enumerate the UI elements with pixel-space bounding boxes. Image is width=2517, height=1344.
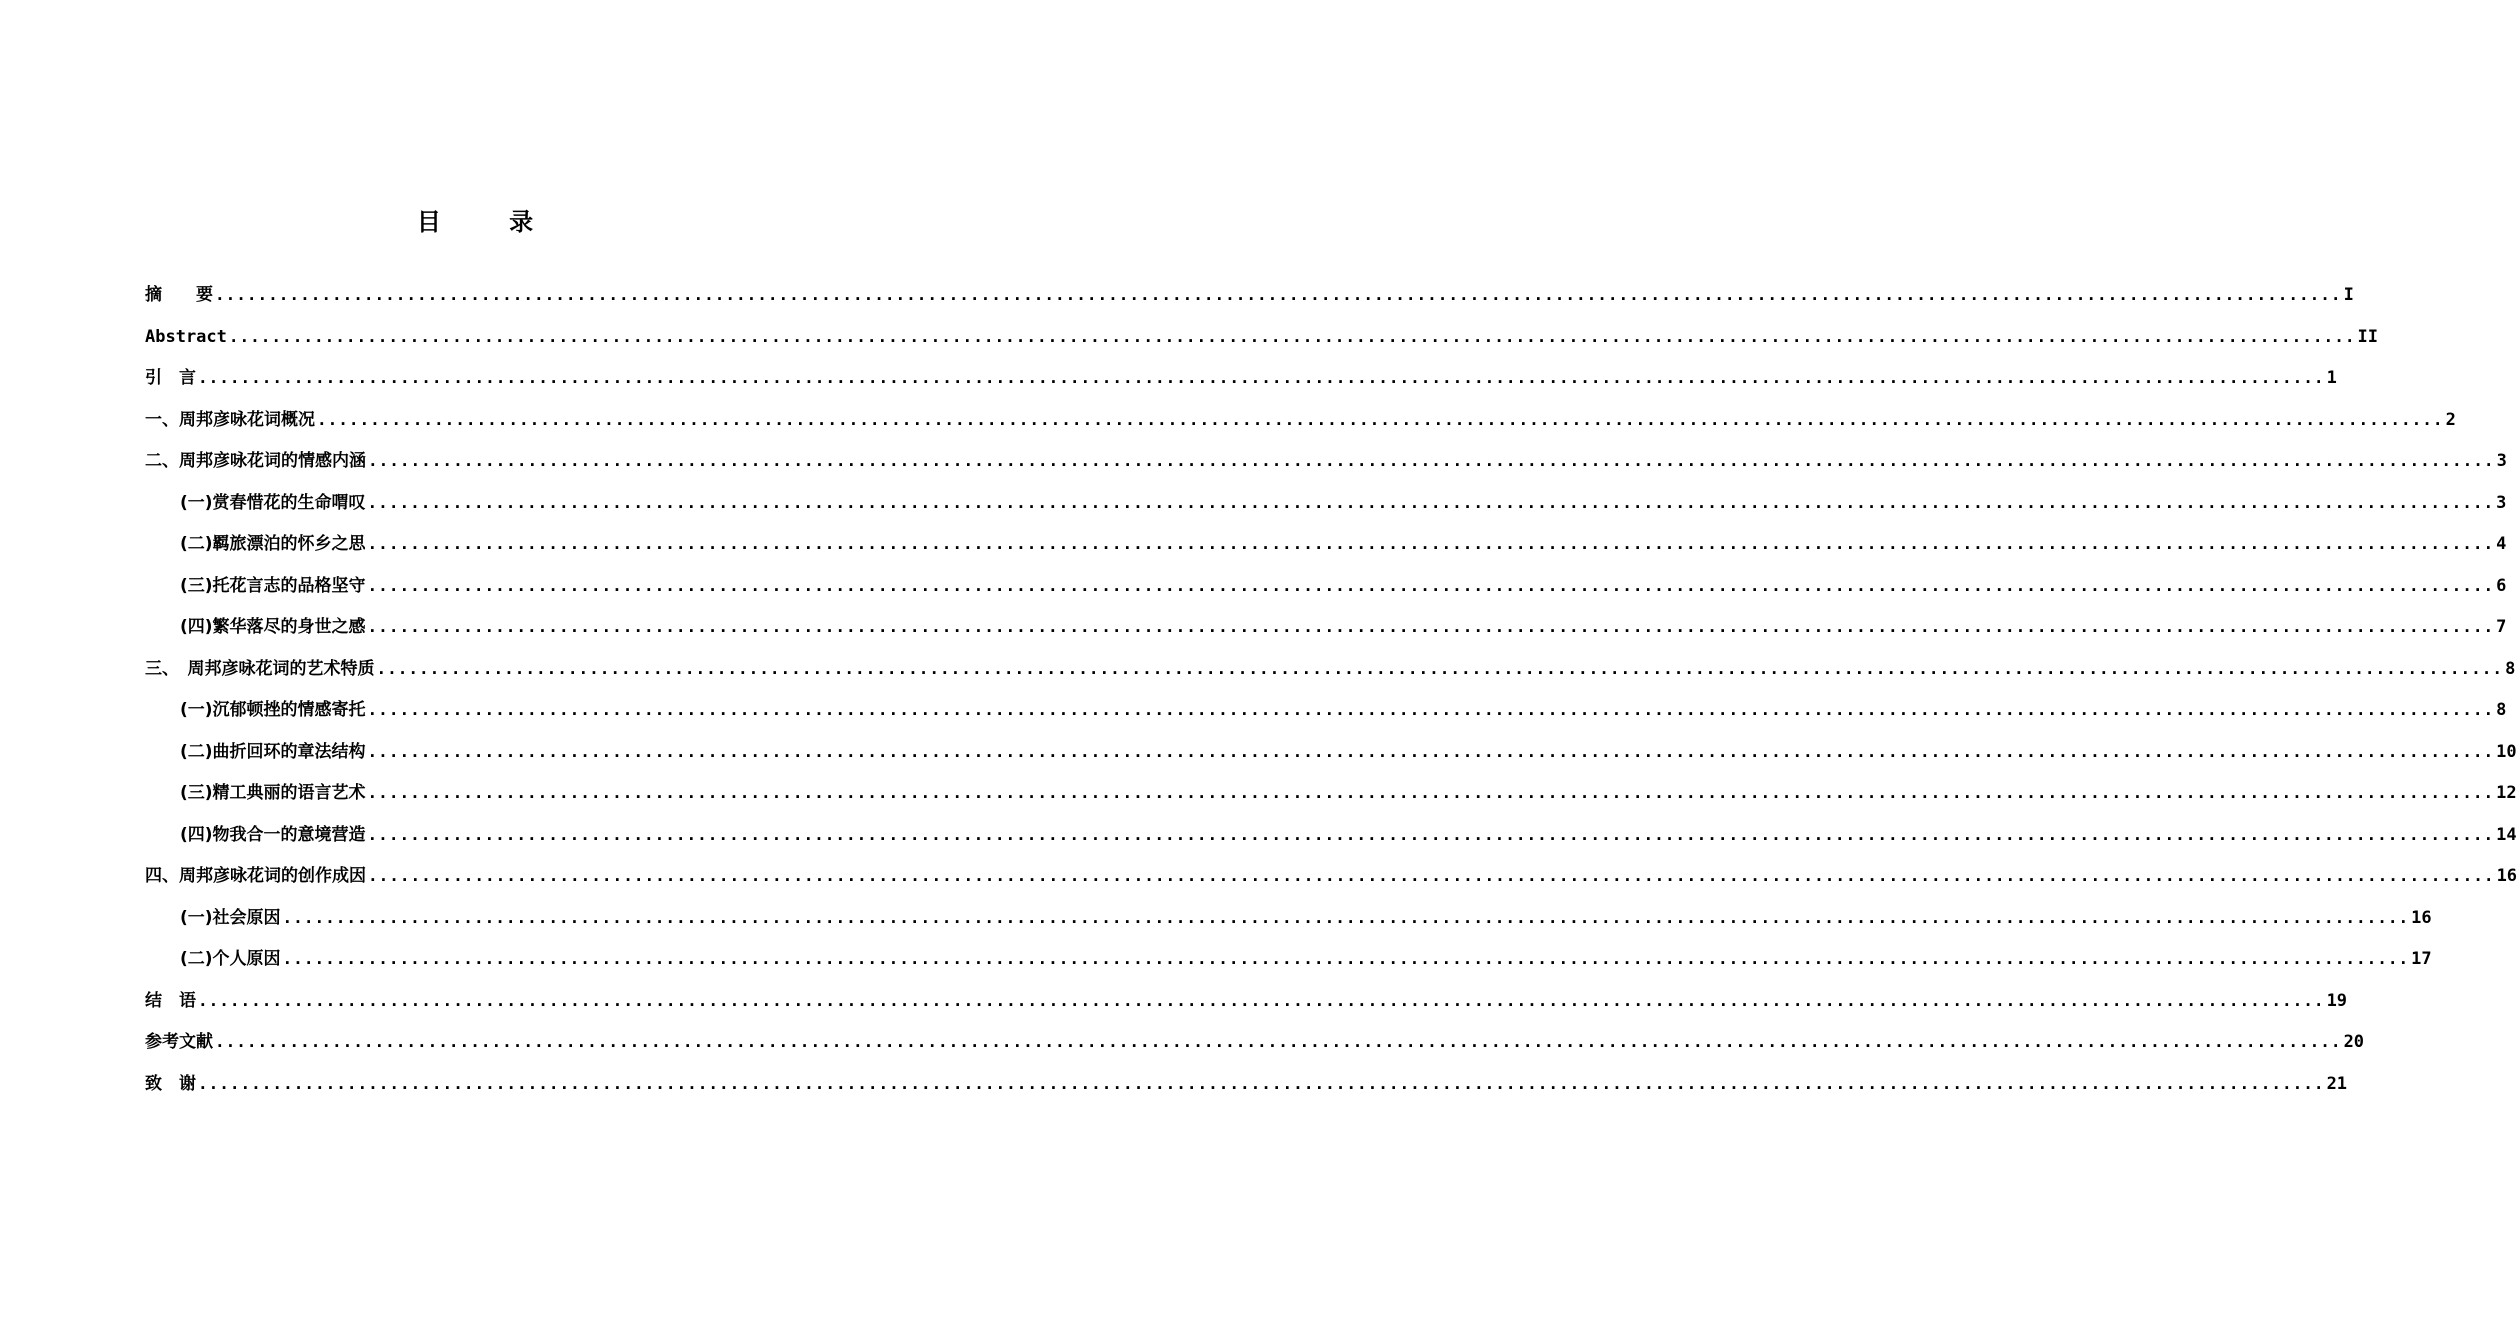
toc-entry[interactable]: [145, 609, 2507, 651]
toc-dot-leader: ........................................................................................................................................................................................................: [367, 700, 2495, 719]
toc-dot-leader: ........................................................................................................................................................................................................: [376, 658, 2504, 678]
toc-entry-label: (四)繁华落尽的身世之感: [180, 617, 366, 637]
toc-dot-leader: ........................................................................................................................................................................................................: [215, 285, 2342, 304]
toc-entry-page-number: 16: [2496, 866, 2517, 886]
toc-entry-page-number: 2: [2445, 409, 2456, 430]
toc-dot-leader: ........................................................................................................................................................................................................: [282, 907, 2410, 927]
toc-entry-label: (一)沉郁顿挫的情感寄托: [180, 700, 366, 720]
toc-entry[interactable]: [145, 526, 2507, 568]
toc-entry-label: (一)赏春惜花的生命喟叹: [180, 492, 366, 513]
toc-entry-label: 三、 周邦彦咏花词的艺术特质: [145, 658, 375, 679]
toc-entry-label: 二、周邦彦咏花词的情感内涵: [145, 451, 366, 471]
toc-entry-page-number: II: [2357, 326, 2378, 347]
toc-dot-leader: ........................................................................................................................................................................................................: [367, 534, 2495, 553]
toc-entry-label: 摘 要: [145, 285, 213, 305]
toc-entry[interactable]: [145, 360, 2337, 402]
toc-entry[interactable]: [145, 941, 2432, 983]
toc-dot-leader: ........................................................................................................................................................................................................: [317, 409, 2444, 429]
toc-entry-page-number: 6: [2496, 575, 2507, 596]
page-title: 目 录: [416, 208, 564, 236]
toc-dot-leader: ........................................................................................................................................................................................................: [282, 949, 2410, 968]
toc-entry[interactable]: [145, 858, 2517, 900]
toc-entry-page-number: 16: [2411, 907, 2432, 928]
toc-entry[interactable]: [145, 319, 2378, 361]
toc-entry-label: 参考文献: [145, 1032, 213, 1052]
toc-entry[interactable]: [145, 734, 2517, 776]
toc-entry[interactable]: [145, 1024, 2365, 1066]
toc-entry-page-number: 19: [2326, 990, 2348, 1011]
toc-dot-leader: ........................................................................................................................................................................................................: [198, 1073, 2325, 1093]
toc-entry-page-number: 12: [2496, 783, 2517, 803]
toc-entry[interactable]: [145, 568, 2507, 610]
toc-entry-page-number: 17: [2411, 949, 2432, 969]
toc-entry-page-number: 8: [2496, 700, 2507, 720]
toc-entry[interactable]: [145, 775, 2517, 817]
toc-entry[interactable]: [145, 443, 2507, 485]
toc-entry-page-number: 4: [2496, 534, 2507, 554]
toc-entry-label: 四、周邦彦咏花词的创作成因: [145, 866, 366, 886]
toc-dot-leader: ........................................................................................................................................................................................................: [368, 866, 2495, 885]
toc-dot-leader: ........................................................................................................................................................................................................: [367, 492, 2495, 512]
toc-dot-leader: ........................................................................................................................................................................................................: [198, 368, 2325, 387]
toc-entry-page-number: 8: [2505, 658, 2516, 679]
toc-entry[interactable]: [145, 651, 2516, 693]
toc-dot-leader: ........................................................................................................................................................................................................: [228, 326, 2356, 346]
toc-dot-leader: ........................................................................................................................................................................................................: [368, 451, 2495, 470]
toc-entry[interactable]: [145, 900, 2432, 942]
toc-entry[interactable]: [145, 485, 2507, 527]
toc-entry-label: 结 语: [145, 990, 196, 1011]
toc-entry-label: (二)曲折回环的章法结构: [180, 741, 366, 762]
toc-entry-page-number: 14: [2496, 824, 2517, 845]
toc-entry[interactable]: [145, 692, 2507, 734]
toc-dot-leader: ........................................................................................................................................................................................................: [367, 824, 2495, 844]
toc-entry-page-number: 10: [2496, 741, 2517, 762]
toc-entry-label: (三)托花言志的品格坚守: [180, 575, 366, 596]
toc-entry-label: 引 言: [145, 368, 196, 388]
table-of-contents: [145, 277, 2517, 1107]
toc-entry-label: (二)个人原因: [180, 949, 281, 969]
toc-entry-label: Abstract: [145, 326, 227, 347]
toc-entry-page-number: 7: [2496, 617, 2507, 637]
toc-dot-leader: ........................................................................................................................................................................................................: [198, 990, 2325, 1010]
toc-entry-page-number: 3: [2496, 492, 2507, 513]
toc-dot-leader: ........................................................................................................................................................................................................: [215, 1032, 2342, 1051]
toc-entry-label: (四)物我合一的意境营造: [180, 824, 366, 845]
toc-dot-leader: ........................................................................................................................................................................................................: [367, 741, 2495, 761]
toc-entry-page-number: 21: [2326, 1073, 2348, 1094]
toc-entry[interactable]: [145, 817, 2517, 859]
toc-entry[interactable]: [145, 402, 2456, 444]
toc-entry-label: 致 谢: [145, 1073, 196, 1094]
toc-entry-label: (三)精工典丽的语言艺术: [180, 783, 366, 803]
toc-entry-page-number: 3: [2496, 451, 2507, 471]
toc-entry-label: (二)羁旅漂泊的怀乡之思: [180, 534, 366, 554]
toc-entry[interactable]: [145, 277, 2354, 319]
toc-entry-page-number: I: [2343, 285, 2354, 305]
toc-entry-page-number: 1: [2326, 368, 2337, 388]
toc-entry-label: (一)社会原因: [180, 907, 281, 928]
toc-entry-page-number: 20: [2343, 1032, 2365, 1052]
toc-dot-leader: ........................................................................................................................................................................................................: [367, 783, 2495, 802]
toc-entry[interactable]: [145, 983, 2348, 1025]
toc-dot-leader: ........................................................................................................................................................................................................: [367, 617, 2495, 636]
toc-entry[interactable]: [145, 1066, 2348, 1108]
toc-dot-leader: ........................................................................................................................................................................................................: [367, 575, 2495, 595]
toc-entry-label: 一、周邦彦咏花词概况: [145, 409, 315, 430]
